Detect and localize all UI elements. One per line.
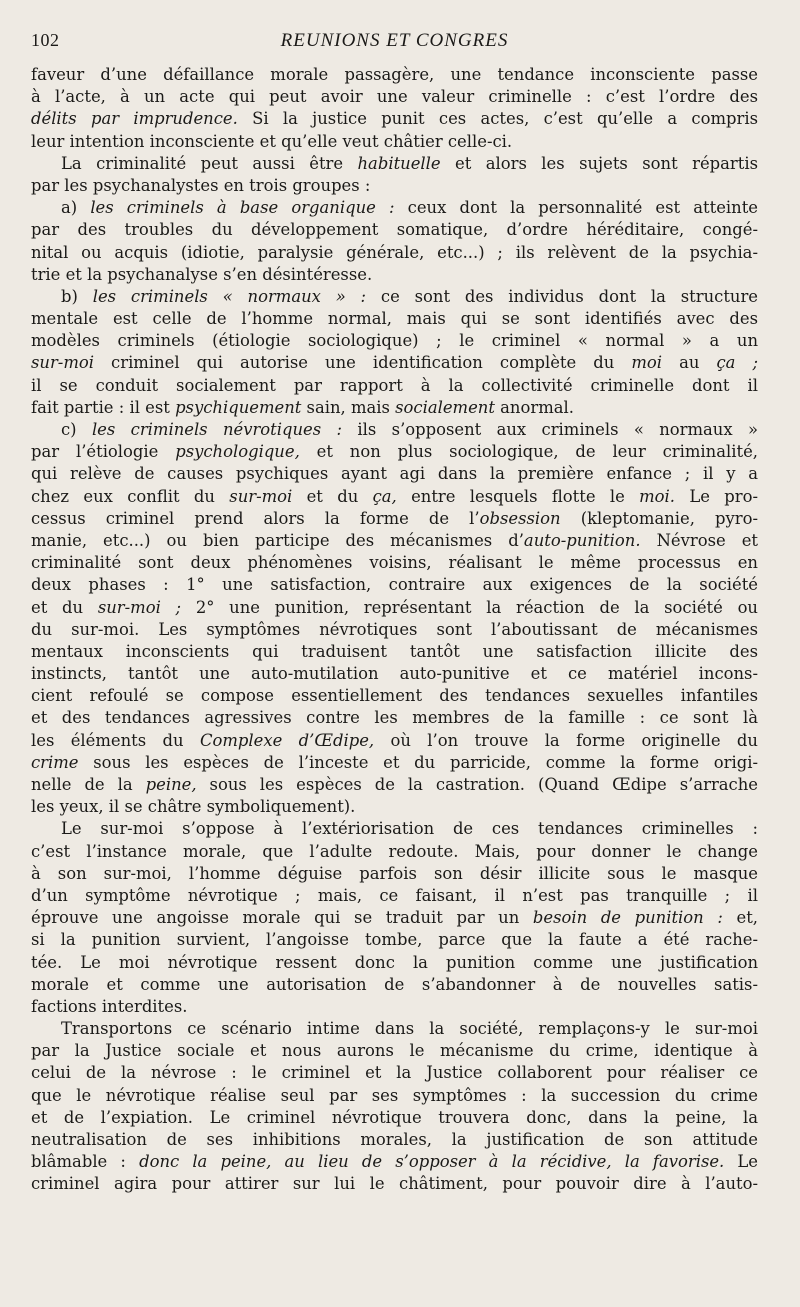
text-line: Le sur-moi s’oppose à l’extériorisation de ces tendances criminelles :: [61, 819, 758, 839]
text-line: délits par imprudence. Si la justice punit ces actes, c’est qu’elle a compris: [31, 109, 758, 129]
text-line: manie, etc...) ou bien participe des mécanismes d’auto-punition. Névrose et: [31, 530, 758, 550]
text-line: mentale est celle de l’homme normal, mais qui se sont identifiés avec des: [31, 309, 758, 329]
text-line: leur intention inconsciente et qu’elle veut châtier celle-ci.: [31, 131, 513, 151]
text-line: par des troubles du développement somatique, d’ordre héréditaire, congé-: [31, 220, 758, 240]
text-line: du sur-moi. Les symptômes névrotiques sont l’aboutissant de mécanismes: [31, 619, 758, 639]
text-line: et de l’expiation. Le criminel névrotique trouvera donc, dans la peine, la: [31, 1107, 758, 1127]
text-line: La criminalité peut aussi être habituelle et alors les sujets sont répartis: [61, 153, 758, 173]
text-line: qui relève de causes psychiques ayant agi dans la première enfance ; il y a: [31, 464, 758, 484]
page-number: 102: [31, 30, 60, 50]
text-line: b) les criminels « normaux » : ce sont des individus dont la structure: [61, 286, 758, 306]
text-line: factions interdites.: [31, 996, 188, 1016]
text-line: et du sur-moi ; 2° une punition, représentant la réaction de la société ou: [31, 597, 758, 617]
text-line: instincts, tantôt une auto-mutilation auto-punitive et ce matériel incons-: [31, 664, 758, 684]
text-line: a) les criminels à base organique : ceux dont la personnalité est atteinte: [61, 198, 758, 218]
text-line: blâmable : donc la peine, au lieu de s’opposer à la récidive, la favorise. Le: [31, 1152, 758, 1172]
text-line: criminalité sont deux phénomènes voisins, réalisant le même processus en: [31, 553, 758, 573]
text-line: chez eux conflit du sur-moi et du ça, entre lesquels flotte le moi. Le pro-: [31, 486, 758, 506]
text-line: nelle de la peine, sous les espèces de la castration. (Quand Œdipe s’arrache: [31, 775, 758, 794]
text-line: neutralisation de ses inhibitions morales, la justification de son attitude: [31, 1130, 758, 1149]
text-line: deux phases : 1° une satisfaction, contraire aux exigences de la société: [31, 575, 758, 595]
text-line: sur-moi criminel qui autorise une identification complète du moi au ça ;: [31, 353, 758, 373]
text-line: à son sur-moi, l’homme déguise parfois son désir illicite sous le masque: [31, 863, 758, 883]
page-header: [31, 22, 758, 58]
text-line: les yeux, il se châtre symboliquement).: [31, 797, 356, 817]
running-head: REUNIONS ET CONGRES: [280, 30, 509, 51]
text-line: celui de la névrose : le criminel et la Justice collaborent pour réaliser ce: [31, 1063, 758, 1083]
text-line: par l’étiologie psychologique, et non plus sociologique, de leur criminalité,: [31, 442, 758, 462]
text-line: nital ou acquis (idiotie, paralysie générale, etc...) ; ils relèvent de la psychia-: [31, 242, 758, 262]
text-line: à l’acte, à un acte qui peut avoir une valeur criminelle : c’est l’ordre des: [31, 87, 758, 107]
text-line: c’est l’instance morale, que l’adulte redoute. Mais, pour donner le change: [31, 841, 758, 861]
text-line: cient refoulé se compose essentiellement des tendances sexuelles infantiles: [31, 686, 758, 706]
text-line: morale et comme une autorisation de s’abandonner à de nouvelles satis-: [31, 974, 758, 994]
text-line: éprouve une angoisse morale qui se traduit par un besoin de punition : et,: [31, 908, 758, 928]
text-line: que le névrotique réalise seul par ses symptômes : la succession du crime: [31, 1085, 758, 1105]
text-line: les éléments du Complexe d’Œdipe, où l’on trouve la forme originelle du: [31, 730, 758, 750]
text-line: d’un symptôme névrotique ; mais, ce faisant, il n’est pas tranquille ; il: [31, 885, 758, 905]
text-line: modèles criminels (étiologie sociologique) ; le criminel « normal » a un: [31, 331, 758, 351]
text-line: et des tendances agressives contre les membres de la famille : ce sont là: [31, 708, 758, 728]
text-line: faveur d’une défaillance morale passagère, une tendance inconsciente passe: [31, 65, 758, 84]
text-line: cessus criminel prend alors la forme de l’obsession (kleptomanie, pyro-: [31, 508, 758, 528]
text-line: tée. Le moi névrotique ressent donc la punition comme une justification: [31, 952, 758, 972]
text-line: par les psychanalystes en trois groupes :: [31, 175, 371, 195]
body-text: [31, 64, 758, 1196]
text-line: il se conduit socialement par rapport à la collectivité criminelle dont il: [31, 375, 758, 395]
text-line: par la Justice sociale et nous aurons le mécanisme du crime, identique à: [31, 1041, 758, 1061]
text-line: Transportons ce scénario intime dans la société, remplaçons-y le sur-moi: [61, 1019, 758, 1039]
text-line: fait partie : il est psychiquement sain, mais socialement anormal.: [31, 397, 574, 417]
text-line: mentaux inconscients qui traduisent tantôt une satisfaction illicite des: [31, 641, 758, 661]
text-line: si la punition survient, l’angoisse tombe, parce que la faute a été rache-: [31, 930, 758, 950]
text-line: trie et la psychanalyse s’en désintéresse.: [31, 264, 373, 284]
text-line: crime sous les espèces de l’inceste et du parricide, comme la forme origi-: [31, 752, 758, 772]
text-line: c) les criminels névrotiques : ils s’opposent aux criminels « normaux »: [61, 420, 758, 439]
text-line: criminel agira pour attirer sur lui le châtiment, pour pouvoir dire à l’auto-: [31, 1174, 758, 1194]
